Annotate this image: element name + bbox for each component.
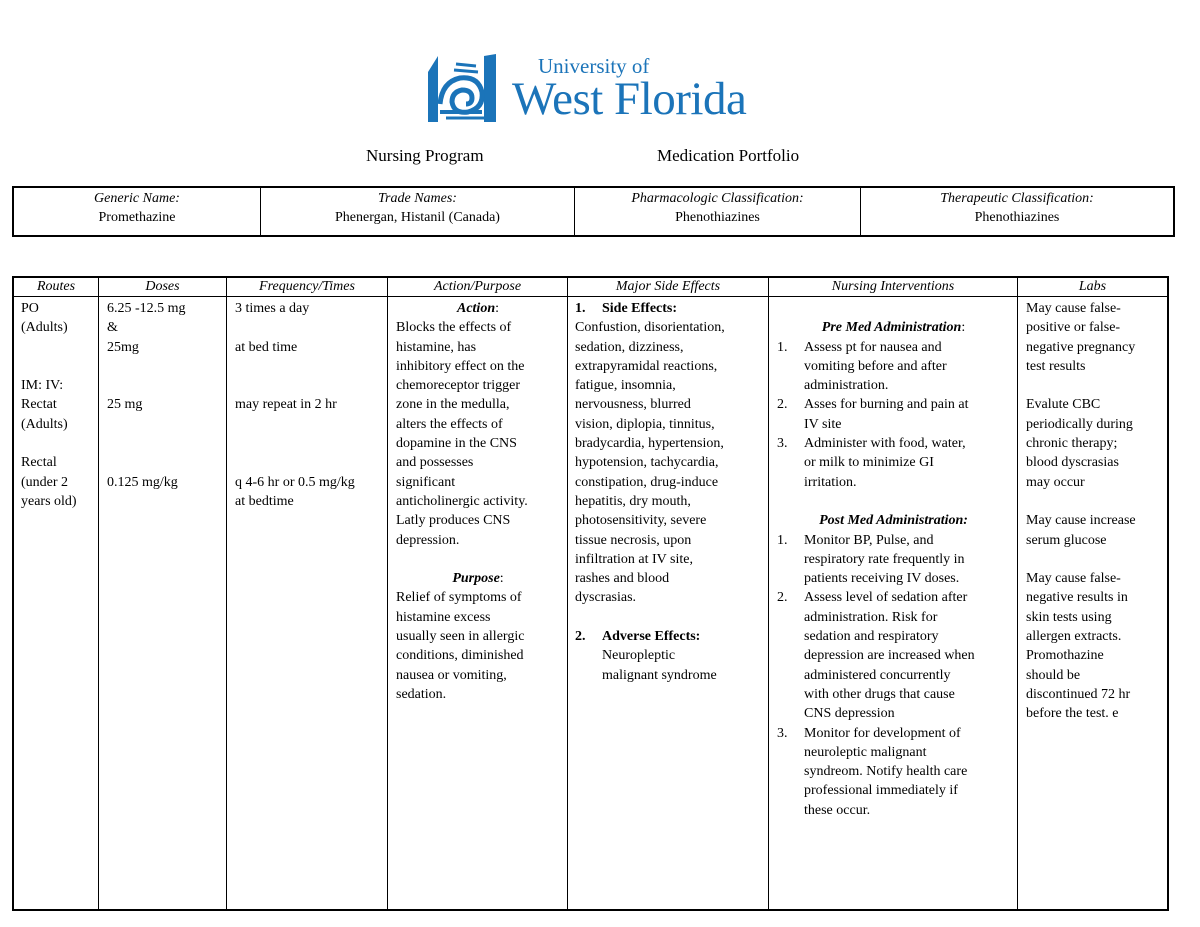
action-line: histamine, has [396, 339, 477, 355]
lab-line: periodically during [1026, 416, 1133, 432]
side-effect-line: fatigue, insomnia, [575, 378, 676, 394]
lab-line: Promothazine [1026, 648, 1104, 664]
lab-line: skin tests using [1026, 609, 1112, 625]
post-med-item: 1. Monitor BP, Pulse, and respiratory rate frequently in patients receiving IV doses. [777, 532, 965, 587]
action-line: depression. [396, 532, 460, 548]
routes-header: Routes [14, 278, 98, 297]
action-purpose-header: Action/Purpose [388, 278, 567, 297]
lab-line: chronic therapy; [1026, 436, 1118, 452]
route-rectal: Rectal [21, 455, 57, 471]
freq-po-1: 3 times a day [235, 301, 310, 316]
trade-names-cell [261, 188, 575, 235]
medication-table [12, 276, 1169, 911]
frequency-column [227, 278, 388, 909]
dose-rectal: 0.125 mg/kg [107, 474, 178, 490]
nursing-interventions-header: Nursing Interventions [769, 278, 1017, 297]
action-line: alters the effects of [396, 416, 503, 432]
side-effect-line: hypotension, tachycardia, [575, 455, 719, 471]
action-heading: Action: [456, 301, 499, 316]
lab-line: test results [1026, 358, 1086, 374]
side-effect-line: bradycardia, hypertension, [575, 436, 724, 452]
side-effect-line: vision, diplopia, tinnitus, [575, 416, 715, 432]
drug-info-box [12, 186, 1175, 237]
lab-line: discontinued 72 hr [1026, 686, 1131, 702]
university-logo [426, 52, 776, 128]
pre-med-item: 1. Assess pt for nausea and vomiting before and after administration. [777, 339, 947, 394]
action-line: Blocks the effects of [396, 320, 512, 336]
lab-line: negative results in [1026, 590, 1128, 606]
post-med-item: 2. Assess level of sedation after administration. Risk for sedation and respiratory depression are increased when administered concurrently with other drugs that cause CNS depression [777, 590, 975, 722]
purpose-line: Relief of symptoms of [396, 590, 522, 606]
lab-line: allergen extracts. [1026, 629, 1122, 645]
doses-header: Doses [99, 278, 226, 297]
labs-column [1018, 278, 1167, 909]
dose-po-1: 6.25 -12.5 mg [107, 301, 186, 316]
action-line: inhibitory effect on the [396, 358, 525, 374]
program-title: Nursing Program [366, 146, 484, 165]
trade-names-label: Trade Names: [378, 191, 457, 206]
dose-po-and: & [107, 320, 118, 336]
action-line: significant [396, 474, 456, 490]
freq-im: may repeat in 2 hr [235, 397, 337, 413]
route-im-rectat: Rectat [21, 397, 57, 413]
side-effect-line: extrapyramidal reactions, [575, 358, 718, 374]
trade-names-value: Phenergan, Histanil (Canada) [335, 210, 500, 225]
post-med-heading: Post Med Administration: [819, 513, 968, 529]
purpose-line: sedation. [396, 686, 447, 702]
side-effects-header: Major Side Effects [568, 278, 768, 297]
action-line: and possesses [396, 455, 474, 471]
therapeutic-class-label: Therapeutic Classification: [940, 191, 1094, 206]
action-line: Latly produces CNS [396, 513, 511, 529]
route-po-note: (Adults) [21, 320, 68, 336]
side-effect-line: dyscrasias. [575, 590, 637, 606]
side-effects-column [568, 278, 769, 909]
freq-rectal-2: at bedtime [235, 493, 294, 509]
purpose-line: histamine excess [396, 609, 491, 625]
logo-line-university: University of [538, 54, 650, 78]
dose-po-2: 25mg [107, 339, 139, 355]
pharmacologic-class-value: Phenothiazines [675, 210, 760, 225]
side-effect-line: infiltration at IV site, [575, 551, 693, 567]
lab-line: negative pregnancy [1026, 339, 1136, 355]
adverse-effect-line: malignant syndrome [602, 667, 717, 683]
frequency-header: Frequency/Times [227, 278, 387, 297]
side-effect-line: rashes and blood [575, 571, 670, 587]
generic-name-label: Generic Name: [94, 191, 180, 206]
generic-name-cell [14, 188, 261, 235]
lab-line: positive or false- [1026, 320, 1121, 336]
route-im: IM: IV: [21, 378, 64, 394]
purpose-heading: Purpose: [452, 571, 504, 587]
action-purpose-column [388, 278, 568, 909]
route-rectal-note-2: years old) [21, 493, 77, 509]
side-effect-line: Confustion, disorientation, [575, 320, 725, 336]
lab-line: before the test. e [1026, 706, 1119, 722]
action-line: zone in the medulla, [396, 397, 510, 413]
action-line: chemoreceptor trigger [396, 378, 520, 394]
pre-med-item: 2. Asses for burning and pain at IV site [777, 397, 969, 432]
purpose-line: usually seen in allergic [396, 629, 525, 645]
lab-line: serum glucose [1026, 532, 1107, 548]
post-med-item: 3. Monitor for development of neuroleptic malignant syndreom. Notify health care professional immediately if these occur. [777, 725, 968, 818]
side-effects-heading: 1. Side Effects: [575, 301, 678, 316]
side-effect-line: photosensitivity, severe [575, 513, 707, 529]
side-effect-line: constipation, drug-induce [575, 474, 719, 490]
adverse-effect-line: Neuropleptic [602, 648, 676, 664]
lab-line: should be [1026, 667, 1081, 683]
doses-column [99, 278, 227, 909]
dose-im: 25 mg [107, 397, 143, 413]
action-line: dopamine in the CNS [396, 436, 517, 452]
post-med-list [777, 531, 1010, 820]
lab-line: May cause false- [1026, 301, 1121, 316]
routes-column [14, 278, 99, 909]
lab-line: blood dyscrasias [1026, 455, 1119, 471]
side-effect-line: sedation, dizziness, [575, 339, 684, 355]
pre-med-list [777, 338, 1010, 492]
route-rectal-note-1: (under 2 [21, 474, 69, 490]
pre-med-item: 3. Administer with food, water, or milk to minimize GI irritation. [777, 436, 966, 490]
nursing-interventions-column [769, 278, 1018, 909]
lab-line: may occur [1026, 474, 1085, 490]
side-effect-line: tissue necrosis, upon [575, 532, 692, 548]
freq-po-2: at bed time [235, 339, 298, 355]
nautilus-shell-icon [426, 52, 506, 124]
therapeutic-class-cell [861, 188, 1173, 235]
logo-line-west-florida: West Florida [512, 73, 747, 125]
route-im-note: (Adults) [21, 416, 68, 432]
side-effect-line: hepatitis, dry mouth, [575, 493, 691, 509]
route-po: PO [21, 301, 39, 316]
freq-rectal-1: q 4-6 hr or 0.5 mg/kg [235, 474, 355, 490]
lab-line: May cause false- [1026, 571, 1121, 587]
portfolio-title: Medication Portfolio [657, 146, 800, 165]
generic-name-value: Promethazine [98, 210, 176, 225]
action-line: anticholinergic activity. [396, 493, 528, 509]
therapeutic-class-value: Phenothiazines [974, 210, 1060, 225]
pre-med-heading: Pre Med Administration: [821, 320, 966, 336]
adverse-effects-heading: 2. Adverse Effects: [575, 629, 701, 645]
purpose-line: nausea or vomiting, [396, 667, 507, 683]
side-effect-line: nervousness, blurred [575, 397, 691, 413]
pharmacologic-class-cell [575, 188, 861, 235]
lab-line: May cause increase [1026, 513, 1136, 529]
lab-line: Evalute CBC [1026, 397, 1101, 413]
labs-header: Labs [1018, 278, 1167, 297]
purpose-line: conditions, diminished [396, 648, 524, 664]
pharmacologic-class-label: Pharmacologic Classification: [631, 191, 804, 206]
